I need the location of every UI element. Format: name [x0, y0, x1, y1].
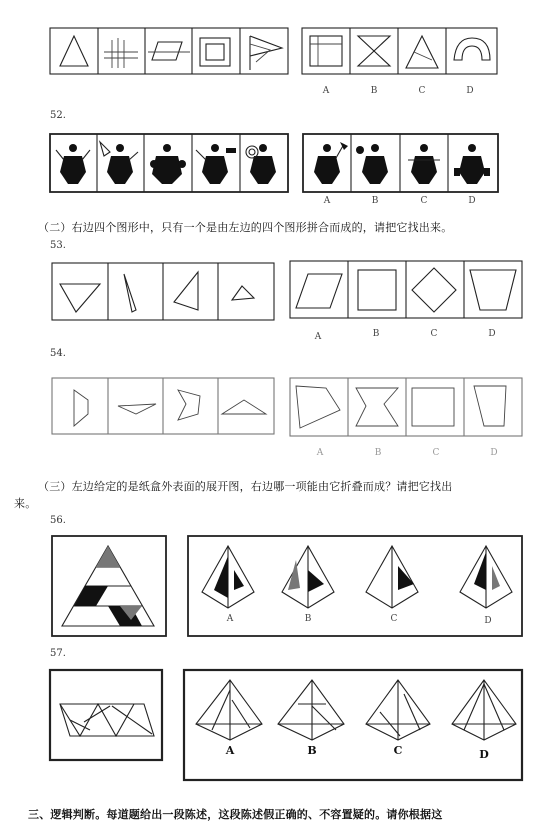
question-53-number: 53. — [50, 240, 66, 251]
q57-option-d-label: D — [479, 748, 489, 761]
section-3-instruction-line2: 来。 — [14, 497, 37, 510]
section-3-instruction-line1: （三）左边给定的是纸盒外表面的展开图，右边哪一项能由它折叠而成？请把它找出 — [38, 480, 453, 493]
logic-section-heading: 三、逻辑判断。每道题给出一段陈述，这段陈述假正确的、不容置疑的。请你根据这 — [28, 808, 443, 821]
q54-option-d-label: D — [490, 448, 498, 458]
question-52-number: 52. — [50, 110, 66, 121]
q52-option-d-label: D — [468, 196, 476, 206]
q53-option-c-label: C — [430, 329, 438, 339]
q52-option-b-label: B — [371, 196, 379, 206]
q52-option-c-label: C — [420, 196, 428, 206]
q54-option-b-label: B — [374, 448, 382, 458]
q56-option-d-label: D — [484, 616, 492, 626]
q52-option-a-label: A — [323, 196, 331, 206]
question-56-number: 56. — [50, 515, 66, 526]
q54-option-c-label: C — [432, 448, 440, 458]
q54-option-a-label: A — [316, 448, 324, 458]
q53-option-d-label: D — [488, 329, 496, 339]
q56-option-c-label: C — [390, 614, 398, 624]
q51-option-a-label: A — [322, 86, 330, 96]
q51-option-d-label: D — [466, 86, 474, 96]
q51-option-c-label: C — [418, 86, 426, 96]
q56-option-b-label: B — [304, 614, 312, 624]
q57-option-c-label: C — [393, 744, 403, 757]
q51-option-b-label: B — [370, 86, 378, 96]
section-2-instruction: （二）右边四个图形中，只有一个是由左边的四个图形拼合而成的，请把它找出来。 — [38, 221, 453, 234]
q57-option-a-label: A — [225, 744, 235, 757]
q56-option-a-label: A — [226, 614, 234, 624]
q53-option-a-label: A — [314, 332, 322, 342]
q57-option-b-label: B — [307, 744, 317, 757]
q53-option-b-label: B — [372, 329, 380, 339]
question-54-number: 54. — [50, 348, 66, 359]
question-57-number: 57. — [50, 648, 66, 659]
